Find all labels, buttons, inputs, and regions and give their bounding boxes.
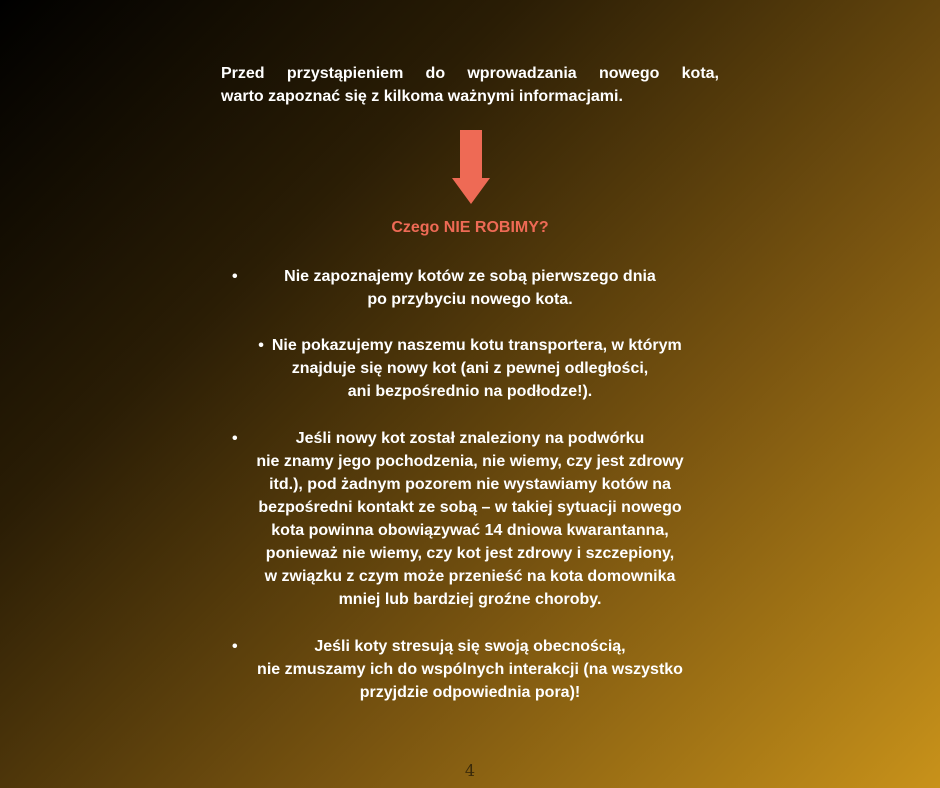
bullet-text: Nie zapoznajemy kotów ze sobą pierwszego dnia — [284, 268, 656, 285]
bullet-text: itd.), pod żadnym pozorem nie wystawiamy kotów na — [269, 476, 671, 493]
intro-paragraph — [221, 62, 719, 108]
bullet-text: nie znamy jego pochodzenia, nie wiemy, czy jest zdrowy — [256, 453, 684, 470]
bullet-text: Jeśli koty stresują się swoją obecnością, — [314, 638, 626, 655]
bullet-4-line-1 — [220, 635, 720, 658]
bullet-item-1 — [220, 265, 720, 311]
bullet-text: mniej lub bardziej groźne choroby. — [338, 591, 602, 608]
bullet-text: ani bezpośrednio na podłodze!). — [347, 383, 593, 400]
bullet-text: bezpośredni kontakt ze sobą – w takiej sytuacji nowego — [258, 499, 682, 516]
bullet-text: nie zmuszamy ich do wspólnych interakcji (na wszystko — [257, 661, 683, 678]
bullet-marker: • — [232, 638, 238, 655]
bullet-1-line-1 — [220, 265, 720, 288]
bullet-item-4 — [220, 635, 720, 704]
section-heading: Czego NIE ROBIMY? — [391, 219, 549, 236]
bullet-text: po przybyciu nowego kota. — [367, 291, 573, 308]
bullet-text: ponieważ nie wiemy, czy kot jest zdrowy i szczepiony, — [265, 545, 675, 562]
arrow-down-icon — [452, 130, 490, 204]
bullet-marker: • — [232, 430, 238, 447]
bullet-3-line-1 — [220, 427, 720, 450]
bullet-text: w związku z czym może przenieść na kota domownika — [264, 568, 676, 585]
bullet-text: Nie pokazujemy naszemu kotu transportera, w którym — [271, 337, 682, 354]
bullet-text: przyjdzie odpowiednia pora)! — [359, 684, 581, 701]
bullet-2-line-1 — [220, 334, 720, 357]
bullet-item-2 — [220, 334, 720, 403]
bullet-text: kota powinna obowiązywać 14 dniowa kwarantanna, — [271, 522, 669, 539]
page-number: 4 — [464, 761, 476, 780]
bullet-marker: • — [232, 268, 238, 285]
bullet-marker: • — [258, 337, 264, 354]
intro-line-1: Przed przystąpieniem do wprowadzania nowego kota, — [221, 65, 719, 82]
bullet-text: Jeśli nowy kot został znaleziony na podwórku — [295, 430, 645, 447]
bullet-text: znajduje się nowy kot (ani z pewnej odległości, — [291, 360, 649, 377]
intro-line-2: warto zapoznać się z kilkoma ważnymi informacjami. — [221, 88, 623, 105]
bullet-item-3 — [220, 427, 720, 611]
